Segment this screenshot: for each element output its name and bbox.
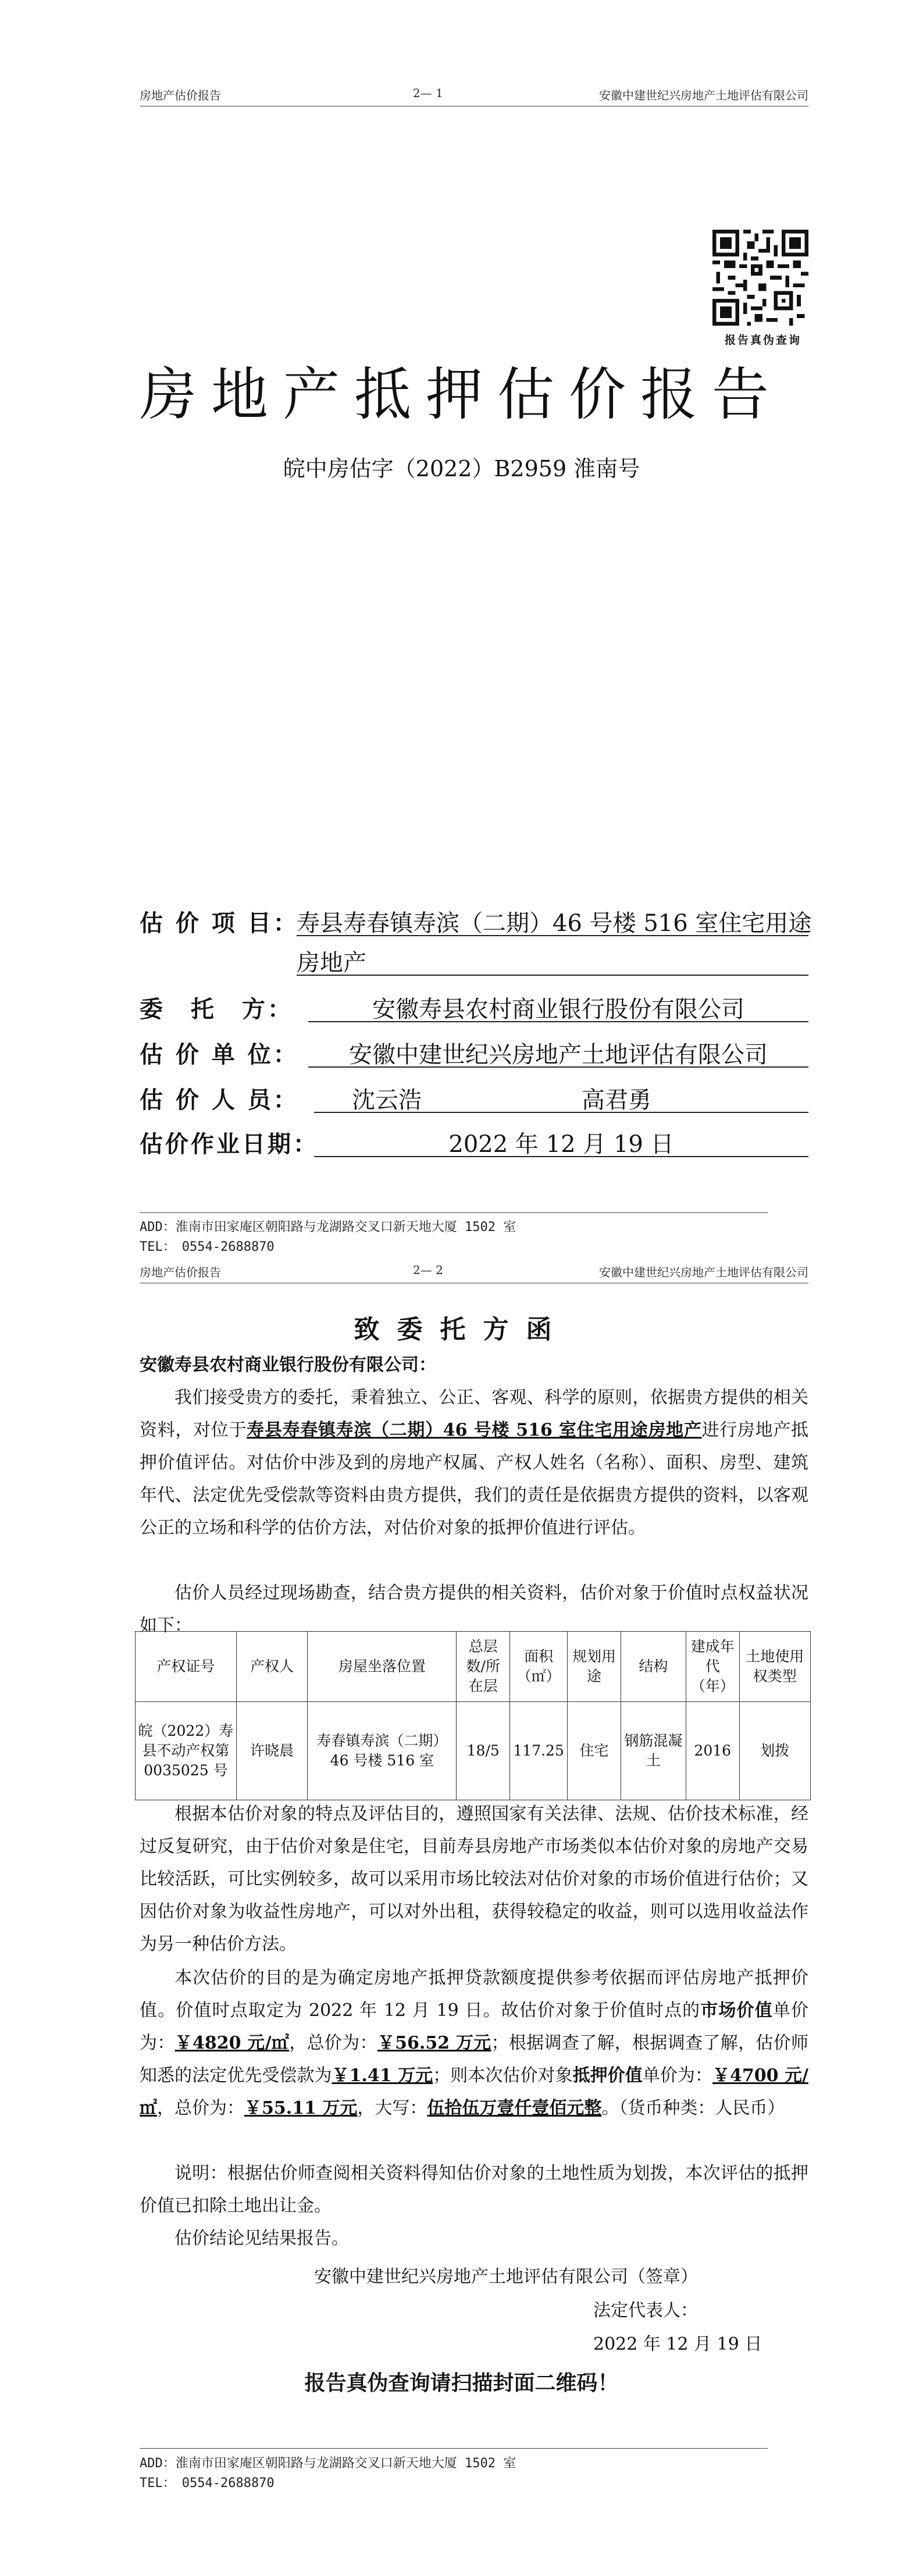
table-header-row xyxy=(136,1632,811,1702)
page2-footer xyxy=(140,2454,516,2493)
date-label: 估价作业日期： xyxy=(140,1130,319,1158)
paragraph-survey: 估价人员经过现场勘查，结合贵方提供的相关资料，估价对象于价值时点权益状况如下： xyxy=(140,1583,808,1636)
header-page-number: 2— 1 xyxy=(413,86,443,100)
cell-land-type: 划拨 xyxy=(739,1702,810,1800)
col-built-year: 建成年代（年） xyxy=(686,1632,739,1702)
letter-title: 致委托方函 xyxy=(354,1315,569,1344)
document-number: 皖中房估字（2022）B2959 淮南号 xyxy=(283,456,640,481)
col-use: 规划用途 xyxy=(568,1632,621,1702)
market-total-price: ￥56.52 万元 xyxy=(377,2033,491,2053)
footer-address: ADD：淮南市田家庵区朝阳路与龙湖路交叉口新天地大厦 1502 室 xyxy=(140,1220,516,1235)
signature-date: 2022 年 12 月 19 日 xyxy=(593,2334,762,2354)
project-underline-2 xyxy=(297,975,808,976)
market-unit-price: ￥4820 元/㎡ xyxy=(174,2033,290,2053)
col-land-type: 土地使用权类型 xyxy=(739,1632,810,1702)
col-floors: 总层数/所在层 xyxy=(457,1632,510,1702)
mortgage-value-label: 抵押价值 xyxy=(572,2065,643,2086)
paragraph-note: 说明：根据估价师查阅相关资料得知估价对象的土地性质为划拨，本次评估的抵押价值已扣除土地出让金。 xyxy=(140,2163,808,2216)
col-structure: 结构 xyxy=(621,1632,686,1702)
unit-value: 安徽中建世纪兴房地产土地评估有限公司 xyxy=(349,1041,768,1068)
header-page-number: 2— 2 xyxy=(413,1263,443,1277)
client-label: 委 托 方： xyxy=(140,996,293,1023)
footer-rule xyxy=(140,1212,768,1213)
page1-footer xyxy=(140,1218,516,1257)
client-value: 安徽寿县农村商业银行股份有限公司 xyxy=(372,996,744,1023)
header-company: 安徽中建世纪兴房地产土地评估有限公司 xyxy=(599,1265,808,1279)
date-underline xyxy=(314,1156,808,1157)
property-location: 寿县寿春镇寿滨（二期）46 号楼 516 室住宅用途房地产 xyxy=(247,1420,702,1440)
signature-company: 安徽中建世纪兴房地产土地评估有限公司（签章） xyxy=(314,2267,698,2287)
project-label: 估 价 项 目： xyxy=(140,909,299,937)
col-owner: 产权人 xyxy=(236,1632,307,1702)
cell-area: 117.25 xyxy=(510,1702,568,1800)
project-value-line2: 房地产 xyxy=(297,950,366,976)
mortgage-total-price: ￥55.11 万元 xyxy=(244,2098,358,2118)
paragraph-conclusion: 估价结论见结果报告。 xyxy=(174,2228,349,2249)
header-company: 安徽中建世纪兴房地产土地评估有限公司 xyxy=(599,88,808,102)
mortgage-unit-price: ￥4700 元/㎡ xyxy=(140,2065,809,2118)
footer-address: ADD：淮南市田家庵区朝阳路与龙湖路交叉口新天地大厦 1502 室 xyxy=(140,2456,516,2471)
mortgage-total-in-words: 伍拾伍万壹仟壹佰元整 xyxy=(427,2098,602,2118)
date-value: 2022 年 12 月 19 日 xyxy=(448,1131,674,1158)
header-report-name: 房地产估价报告 xyxy=(140,88,221,102)
header-report-name: 房地产估价报告 xyxy=(140,1265,221,1279)
cell-use: 住宅 xyxy=(568,1702,621,1800)
project-value-line1: 寿县寿春镇寿滨（二期）46 号楼 516 室住宅用途 xyxy=(297,910,812,937)
table-row xyxy=(136,1702,811,1800)
signature-legal-rep: 法定代表人： xyxy=(593,2300,698,2321)
appraiser-1: 沈云浩 xyxy=(352,1087,422,1114)
col-cert-no: 产权证号 xyxy=(136,1632,237,1702)
cell-floors: 18/5 xyxy=(457,1702,510,1800)
cell-location: 寿春镇寿滨（二期）46 号楼 516 室 xyxy=(308,1702,457,1800)
client-underline xyxy=(308,1021,808,1022)
qr-caption: 报告真伪查询 xyxy=(724,334,801,347)
paragraph-engagement: 我们接受贵方的委托，秉着独立、公正、客观、科学的原则，依据贵方提供的相关资料，对位于寿县寿春镇寿滨（二期）46 号楼 516 室住宅用途房地产进行房地产抵押价值评估。对估价中涉及到的房地产权属、产权人姓名（名称）、面积、房型、建筑年代、法定优先受偿款等资料由贵方提供，我们的责任是依据贵方提供的资料，以客观公正的立场和科学的估价方法，对估价对象的抵押价值进行评估。 xyxy=(140,1387,809,1538)
verify-note: 报告真伪查询请扫描封面二维码！ xyxy=(304,2371,619,2395)
appraisers-underline xyxy=(314,1112,808,1113)
col-location: 房屋坐落位置 xyxy=(308,1632,457,1702)
cell-built-year: 2016 xyxy=(686,1702,739,1800)
qr-code-icon[interactable] xyxy=(712,230,808,326)
appraiser-2: 高君勇 xyxy=(582,1087,651,1114)
col-area: 面积（㎡） xyxy=(510,1632,568,1702)
paragraph-method: 根据本估价对象的特点及评估目的，遵照国家有关法律、法规、估价技术标准，经过反复研究，由于估价对象是住宅，目前寿县房地产市场类似本估价对象的房地产交易比较活跃，可比实例较多，故可以采用市场比较法对估价对象的市场价值进行估价；又因估价对象为收益性房地产，可以对外出租，获得较稳定的收益，则可以选用收益法作为另一种估价方法。 xyxy=(140,1804,808,1954)
paragraph-valuation: 本次估价的目的是为确定房地产抵押贷款额度提供参考依据而评估房地产抵押价值。价值时点取定为 2022 年 12 月 19 日。故估价对象于价值时点的市场价值单价为：￥4820 元/㎡，总价为：￥56.52 万元；根据调查了解，根据调查了解，估价师知悉的法定优先受偿款为￥1.41 万元；则本次估价对象抵押价值单价为：￥4700 元/㎡，总价为：￥55.11 万元，大写：伍拾伍万壹仟壹佰元整。（货币种类：人民币） xyxy=(140,1968,809,2118)
project-underline-1 xyxy=(297,935,808,936)
cell-cert-no: 皖（2022）寿县不动产权第 0035025 号 xyxy=(136,1702,237,1800)
cell-owner: 许晓晨 xyxy=(236,1702,307,1800)
priority-claims: ￥1.41 万元 xyxy=(332,2065,433,2086)
report-title: 房地产抵押估价报告 xyxy=(139,362,783,428)
unit-label: 估 价 单 位： xyxy=(140,1041,299,1068)
unit-underline xyxy=(308,1066,808,1068)
market-value-label: 市场价值 xyxy=(700,2000,773,2021)
property-table xyxy=(135,1631,811,1800)
footer-tel: TEL： 0554-2688870 xyxy=(140,1240,275,1254)
addressee: 安徽寿县农村商业银行股份有限公司： xyxy=(140,1355,436,1375)
footer-tel: TEL： 0554-2688870 xyxy=(140,2476,275,2491)
footer-rule xyxy=(140,2448,768,2449)
appraisers-label: 估 价 人 员： xyxy=(140,1086,299,1114)
cell-structure: 钢筋混凝土 xyxy=(621,1702,686,1800)
